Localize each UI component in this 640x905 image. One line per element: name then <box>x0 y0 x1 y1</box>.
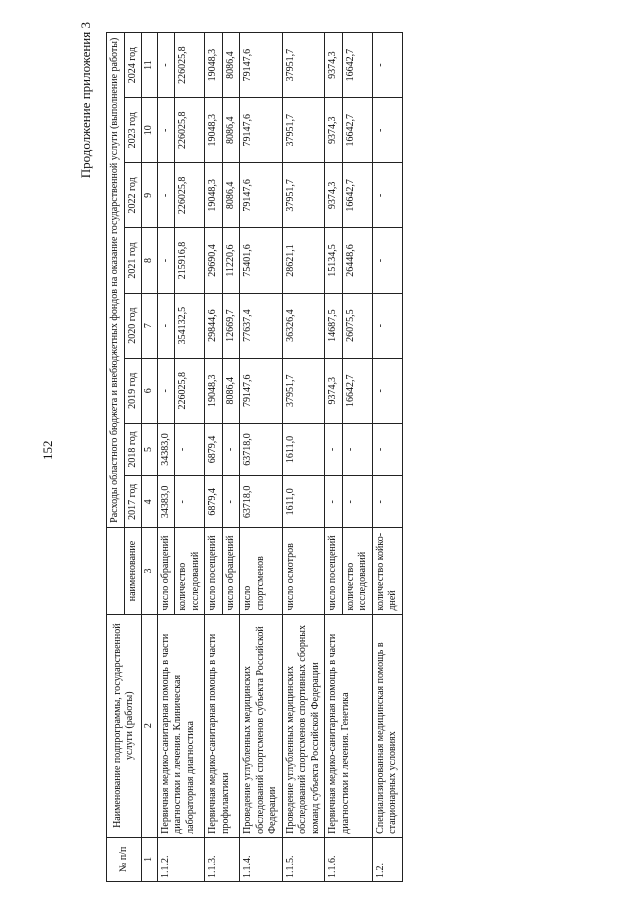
header-year: 2022 год <box>124 163 142 228</box>
row-value: 37951,7 <box>282 358 325 423</box>
header-index: 8 <box>142 228 158 293</box>
row-value: 8086,4 <box>222 358 240 423</box>
row-indicator: число осмотров <box>282 528 325 614</box>
header-year: 2018 год <box>124 423 142 475</box>
table-body <box>157 33 402 882</box>
row-value: - <box>157 163 175 228</box>
row-value: 16642,7 <box>342 33 372 98</box>
row-value: 9374,3 <box>325 33 343 98</box>
header-index: 4 <box>142 476 158 528</box>
row-value: 15134,5 <box>325 228 343 293</box>
row-value: 79147,6 <box>240 163 283 228</box>
row-value: 9374,3 <box>325 98 343 163</box>
row-name: Первичная медико-санитарная помощь в части диагностики и лечения. Клиническая лабораторная диагностика <box>157 614 205 837</box>
row-value: 37951,7 <box>282 33 325 98</box>
row-value: - <box>175 476 205 528</box>
row-indicator: число обращений <box>157 528 175 614</box>
row-value: 26075,5 <box>342 293 372 358</box>
row-value: 16642,7 <box>342 163 372 228</box>
row-value: - <box>372 98 402 163</box>
header-index: 3 <box>142 528 158 614</box>
row-indicator: число посещений <box>205 528 223 614</box>
row-value: - <box>157 33 175 98</box>
row-name: Проведение углубленных медицинских обследований спортсменов субъекта Российской Федерации <box>240 614 283 837</box>
row-value: 8086,4 <box>222 163 240 228</box>
continuation-label: Продолжение приложения 3 <box>78 22 93 179</box>
row-value: - <box>222 476 240 528</box>
row-value: 16642,7 <box>342 358 372 423</box>
row-number: 1.1.5. <box>282 837 325 881</box>
table-row <box>325 33 343 882</box>
header-name: Наименование подпрограммы, государственной услуги (работы) <box>107 614 142 837</box>
row-indicator: количество исследований <box>342 528 372 614</box>
row-indicator: число посещений <box>325 528 343 614</box>
row-indicator: число спортсменов <box>240 528 283 614</box>
header-year: 2023 год <box>124 98 142 163</box>
row-value: - <box>325 423 343 475</box>
header-index: 2 <box>142 614 158 837</box>
row-value: 77637,4 <box>240 293 283 358</box>
header-index: 10 <box>142 98 158 163</box>
row-value: 14687,5 <box>325 293 343 358</box>
row-value: - <box>372 33 402 98</box>
row-value: 226025,8 <box>175 33 205 98</box>
header-year: 2021 год <box>124 228 142 293</box>
row-indicator: число обращений <box>222 528 240 614</box>
row-value: - <box>157 358 175 423</box>
row-number: 1.2. <box>372 837 402 881</box>
header-index: 6 <box>142 358 158 423</box>
header-index: 1 <box>142 837 158 881</box>
row-value: - <box>372 423 402 475</box>
header-index: 9 <box>142 163 158 228</box>
row-indicator: количество койко-дней <box>372 528 402 614</box>
row-value: - <box>372 163 402 228</box>
row-value: - <box>342 476 372 528</box>
header-num: № п/п <box>107 837 142 881</box>
row-value: 28621,1 <box>282 228 325 293</box>
row-value: 19048,3 <box>205 163 223 228</box>
rotated-page <box>78 22 628 882</box>
row-value: 75401,6 <box>240 228 283 293</box>
row-value: 1611,0 <box>282 476 325 528</box>
row-value: 79147,6 <box>240 98 283 163</box>
row-value: - <box>175 423 205 475</box>
expenses-table <box>106 32 403 882</box>
row-value: 37951,7 <box>282 163 325 228</box>
row-value: 1611,0 <box>282 423 325 475</box>
row-value: 16642,7 <box>342 98 372 163</box>
row-value: 9374,3 <box>325 163 343 228</box>
row-value: 354132,5 <box>175 293 205 358</box>
row-value: 29844,6 <box>205 293 223 358</box>
row-value: 6879,4 <box>205 423 223 475</box>
row-value: 37951,7 <box>282 98 325 163</box>
row-value: 12669,7 <box>222 293 240 358</box>
header-indicator: наименование <box>124 528 142 614</box>
table-row <box>282 33 325 882</box>
row-number: 1.1.2. <box>157 837 205 881</box>
header-year: 2020 год <box>124 293 142 358</box>
row-name: Первичная медико-санитарная помощь в части профилактики <box>205 614 240 837</box>
row-indicator: количество исследований <box>175 528 205 614</box>
row-value: 9374,3 <box>325 358 343 423</box>
row-value: 36326,4 <box>282 293 325 358</box>
row-value: 19048,3 <box>205 33 223 98</box>
table-row <box>157 33 175 882</box>
header-index: 7 <box>142 293 158 358</box>
header-year: 2017 год <box>124 476 142 528</box>
row-value: 19048,3 <box>205 358 223 423</box>
row-name: Проведение углубленных медицинских обследований спортсменов спортивных сборных команд субъекта Российской Федерации <box>282 614 325 837</box>
header-index: 5 <box>142 423 158 475</box>
row-number: 1.1.6. <box>325 837 373 881</box>
row-value: 11220,6 <box>222 228 240 293</box>
row-number: 1.1.4. <box>240 837 283 881</box>
table-row <box>205 33 223 882</box>
row-name: Специализированная медицинская помощь в стационарных условиях <box>372 614 402 837</box>
row-value: - <box>222 423 240 475</box>
row-value: - <box>372 358 402 423</box>
row-value: 226025,8 <box>175 163 205 228</box>
header-indicator-group <box>107 528 125 614</box>
row-value: 63718,0 <box>240 423 283 475</box>
row-value: 34383,0 <box>157 476 175 528</box>
row-value: 226025,8 <box>175 98 205 163</box>
row-value: - <box>325 476 343 528</box>
row-value: 29690,4 <box>205 228 223 293</box>
page-number: 152 <box>40 440 55 460</box>
header-year: 2024 год <box>124 33 142 98</box>
row-number: 1.1.3. <box>205 837 240 881</box>
row-value: - <box>157 293 175 358</box>
row-value: 26448,6 <box>342 228 372 293</box>
row-value: 63718,0 <box>240 476 283 528</box>
row-value: 79147,6 <box>240 358 283 423</box>
row-value: 79147,6 <box>240 33 283 98</box>
row-value: - <box>342 423 372 475</box>
row-value: - <box>372 293 402 358</box>
row-value: 8086,4 <box>222 33 240 98</box>
row-value: 34383,0 <box>157 423 175 475</box>
row-name: Первичная медико-санитарная помощь в части диагностики и лечения. Генетика <box>325 614 373 837</box>
table-header <box>107 33 158 882</box>
row-value: - <box>372 228 402 293</box>
row-value: 226025,8 <box>175 358 205 423</box>
header-expenses: Расходы областного бюджета и внебюджетных фондов на оказание государственной услуги (выполнение работы) <box>107 33 125 528</box>
header-index: 11 <box>142 33 158 98</box>
row-value: 19048,3 <box>205 98 223 163</box>
header-year: 2019 год <box>124 358 142 423</box>
row-value: - <box>157 228 175 293</box>
row-value: 215916,8 <box>175 228 205 293</box>
row-value: 6879,4 <box>205 476 223 528</box>
row-value: 8086,4 <box>222 98 240 163</box>
row-value: - <box>157 98 175 163</box>
table-row <box>372 33 402 882</box>
table-row <box>240 33 283 882</box>
row-value: - <box>372 476 402 528</box>
